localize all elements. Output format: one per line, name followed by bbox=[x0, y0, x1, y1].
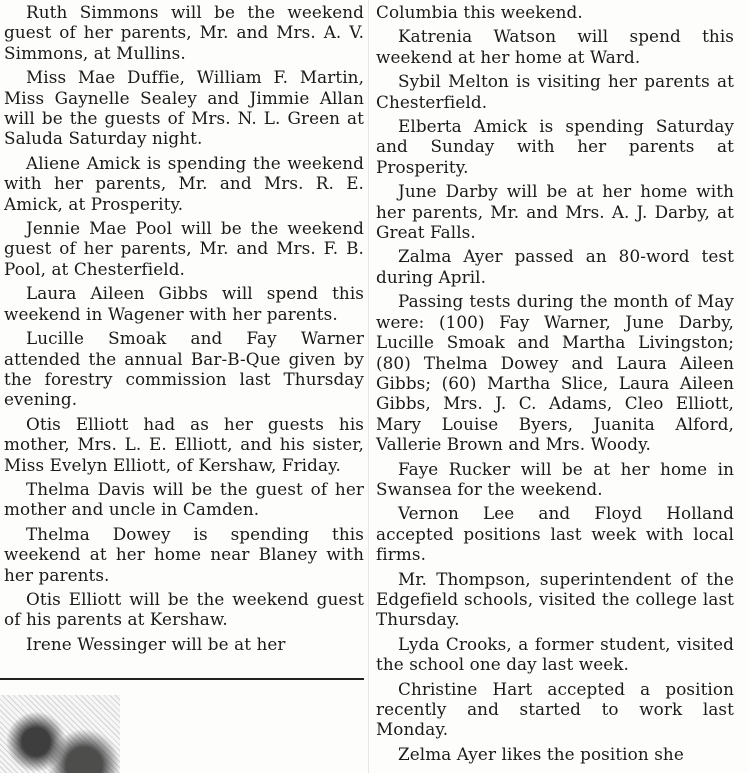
news-item: Thelma Dowey is spending this weekend at her home near Blaney with her parents. bbox=[4, 523, 364, 585]
right-column bbox=[376, 2, 734, 768]
news-item: Sybil Melton is visiting her parents at Chesterfield. bbox=[376, 71, 734, 112]
news-item: Christine Hart accepted a position recently and started to work last Monday. bbox=[376, 678, 734, 740]
news-item: Lucille Smoak and Fay Warner attended the annual Bar-B-Que given by the forestry commission last Thursday evening. bbox=[4, 328, 364, 410]
news-item-continued: Columbia this weekend. bbox=[376, 2, 583, 22]
news-item: Jennie Mae Pool will be the weekend guest of her parents, Mr. and Mrs. F. B. Pool, at Chesterfield. bbox=[4, 218, 364, 279]
news-item: Vernon Lee and Floyd Holland accepted positions last week with local firms. bbox=[376, 503, 734, 565]
halftone-photo-fragment bbox=[0, 695, 120, 773]
column-gutter bbox=[368, 0, 369, 773]
news-item: Miss Mae Duffie, William F. Martin, Miss Gaynelle Sealey and Jimmie Allan will be the guests of Mrs. N. L. Green at Saluda Saturday night. bbox=[4, 67, 364, 149]
news-item: Irene Wessinger will be at her bbox=[26, 633, 286, 654]
news-item: Katrenia Watson will spend this weekend at her home at Ward. bbox=[376, 26, 734, 67]
news-item: Zalma Ayer passed an 80-word test during April. bbox=[376, 246, 734, 287]
column-end-rule bbox=[0, 678, 364, 680]
left-column bbox=[4, 2, 364, 658]
news-item: Zelma Ayer likes the position she bbox=[398, 743, 684, 764]
news-item: Faye Rucker will be at her home in Swansea for the weekend. bbox=[376, 458, 734, 499]
news-item: Thelma Davis will be the guest of her mother and uncle in Camden. bbox=[4, 478, 364, 520]
news-item: June Darby will be at her home with her parents, Mr. and Mrs. A. J. Darby, at Great Falls. bbox=[376, 181, 734, 243]
news-item: Otis Elliott will be the weekend guest of his parents at Kershaw. bbox=[4, 588, 364, 630]
news-item: Passing tests during the month of May were: (100) Fay Warner, June Darby, Lucille Smoak and Martha Livingston; (80) Thelma Dowey and Laura Aileen Gibbs; (60) Martha Slice, Laura Aileen Gibbs, Mrs. J. C. Adams, Cleo Elliott, Mary Louise Byers, Juanita Alford, Vallerie Brown and Mrs. Woody. bbox=[376, 291, 734, 455]
news-item: Aliene Amick is spending the weekend with her parents, Mr. and Mrs. R. E. Amick, at Prosperity. bbox=[4, 152, 364, 214]
news-item: Ruth Simmons will be the weekend guest of her parents, Mr. and Mrs. A. V. Simmons, at Mullins. bbox=[4, 2, 364, 63]
news-item: Lyda Crooks, a former student, visited the school one day last week. bbox=[376, 633, 734, 675]
news-item: Elberta Amick is spending Saturday and Sunday with her parents at Prosperity. bbox=[376, 116, 734, 177]
news-item: Mr. Thompson, superintendent of the Edgefield schools, visited the college last Thursday. bbox=[376, 568, 734, 630]
news-item: Laura Aileen Gibbs will spend this weekend in Wagener with her parents. bbox=[4, 283, 364, 324]
news-item: Otis Elliott had as her guests his mother, Mrs. L. E. Elliott, and his sister, Miss Evelyn Elliott, of Kershaw, Friday. bbox=[4, 413, 364, 475]
